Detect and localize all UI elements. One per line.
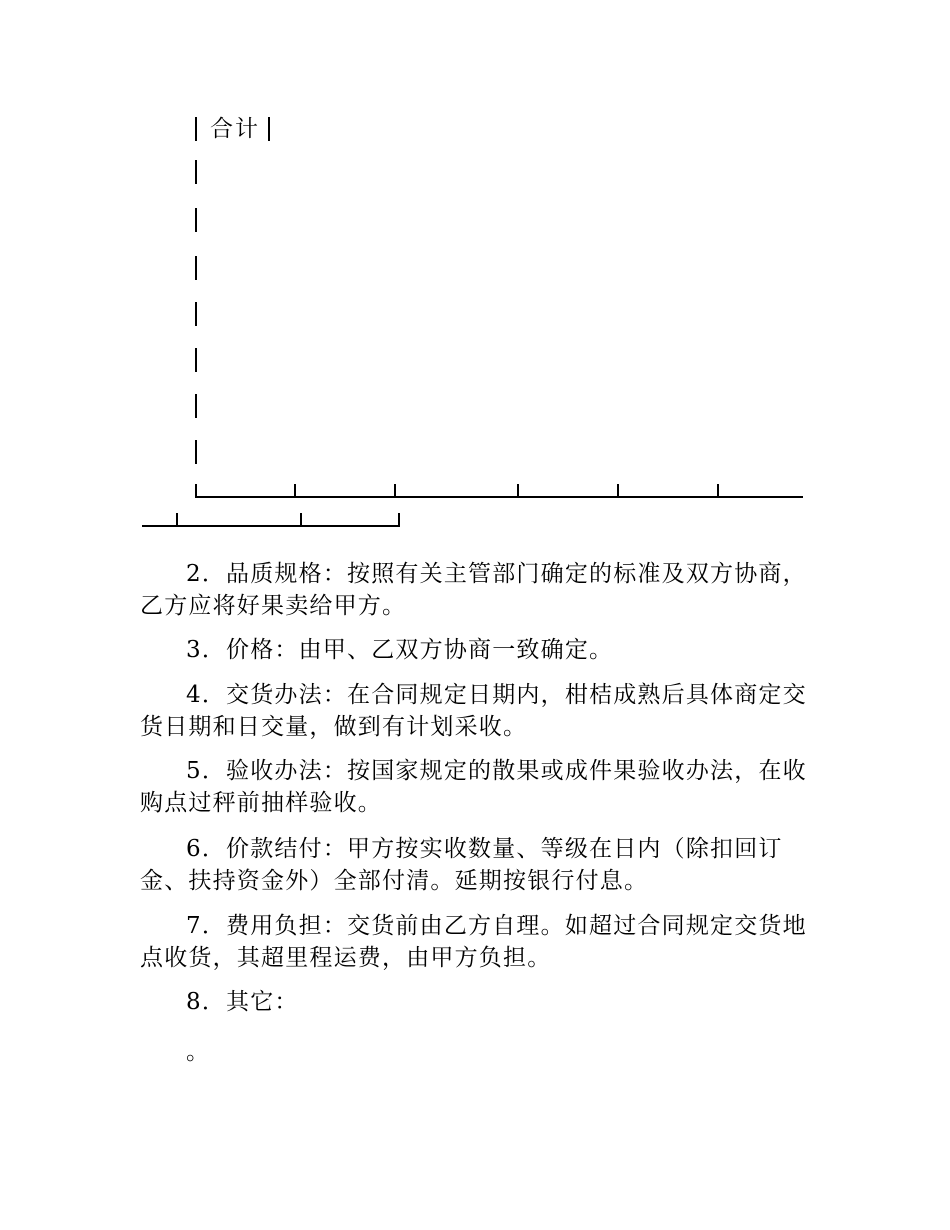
table-border-left (195, 394, 197, 418)
table-column-tick (517, 484, 519, 498)
clause-text: 8．其它： (186, 989, 299, 1015)
table-border-left (195, 117, 197, 141)
clause-text: 。 (186, 1039, 211, 1065)
clause-trailing (140, 1036, 810, 1068)
clause-text: 7．费用负担：交货前由乙方自理。如超过合同规定交货地点收货，其超里程运费，由甲方负担。 (140, 913, 807, 971)
clause-text: 2．品质规格：按照有关主管部门确定的标准及双方协商，乙方应将好果卖给甲方。 (140, 561, 807, 619)
clause-text: 3．价格：由甲、乙双方协商一致确定。 (186, 637, 614, 663)
table-border-left (195, 348, 197, 372)
table-border-left (195, 256, 197, 280)
table-border-left (195, 160, 197, 184)
clause-text: 5．验收办法：按国家规定的散果或成件果验收办法，在收购点过秤前抽样验收。 (140, 758, 807, 816)
table-bottom-border (195, 496, 803, 498)
table-column-tick (394, 484, 396, 498)
table-column-tick (617, 484, 619, 498)
table-column-tick (300, 513, 302, 527)
total-label: 合计 (210, 116, 260, 142)
table-border-right (268, 117, 270, 141)
clause-delivery (140, 679, 810, 743)
table-bottom-border (142, 525, 400, 527)
table-column-tick (176, 513, 178, 527)
clause-quality (140, 558, 810, 622)
clause-acceptance (140, 755, 810, 819)
clause-cost (140, 910, 810, 974)
table-corner (398, 513, 400, 527)
table-column-tick (717, 484, 719, 498)
clause-price (140, 634, 810, 666)
clause-payment (140, 833, 810, 897)
table-column-tick (294, 484, 296, 498)
clause-text: 4．交货办法：在合同规定日期内，柑桔成熟后具体商定交货日期和日交量，做到有计划采收。 (140, 682, 807, 740)
table-border-left (195, 208, 197, 232)
clause-text: 6．价款结付：甲方按实收数量、等级在日内（除扣回订金、扶持资金外）全部付清。延期按银行付息。 (140, 836, 783, 894)
table-border-left (195, 440, 197, 464)
clause-other (140, 986, 810, 1018)
table-border-left (195, 302, 197, 326)
